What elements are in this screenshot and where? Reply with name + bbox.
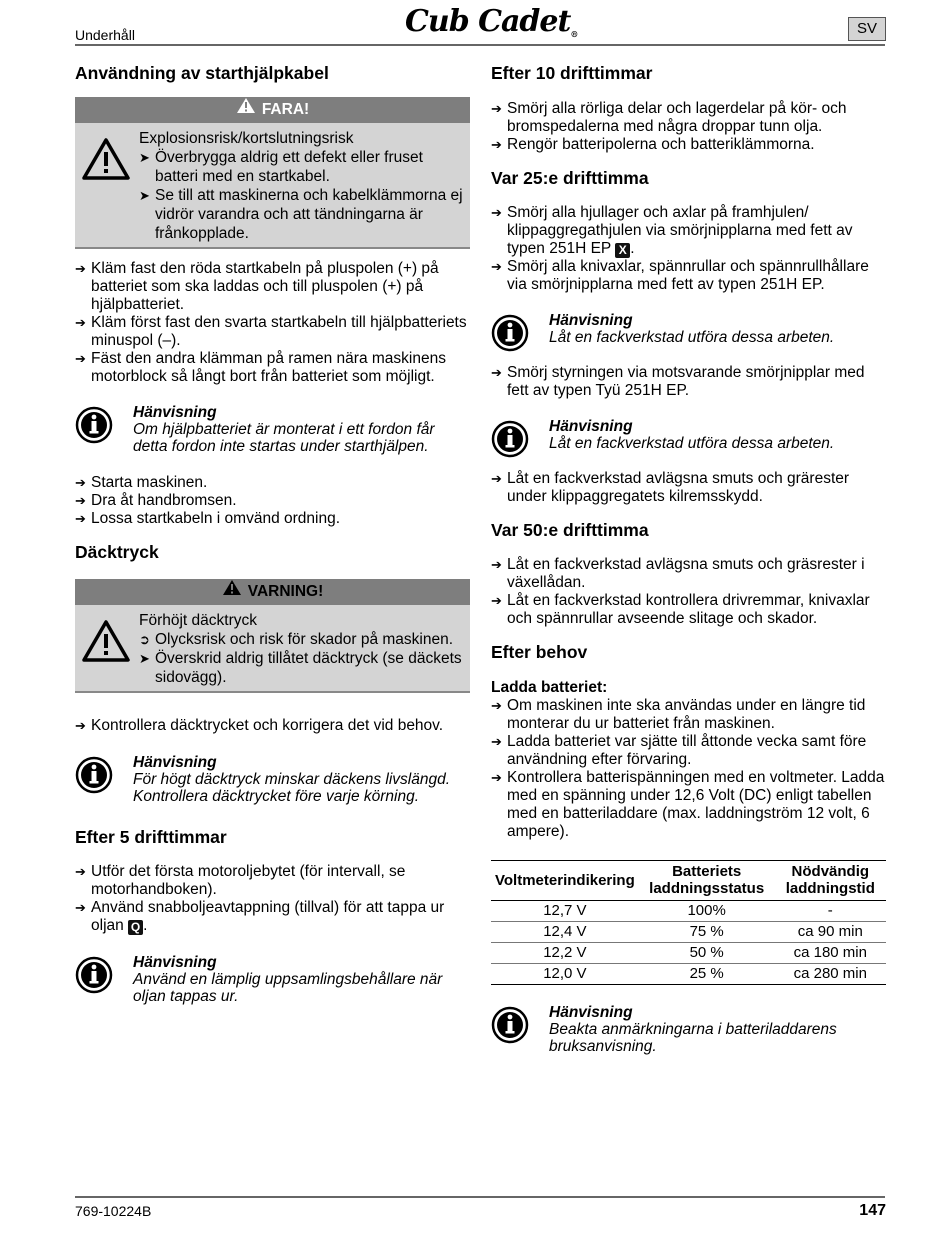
list-item: Smörj alla hjullager och axlar på framhjulen/ klippaggregathjulen via smörjnipplarna med fett av typen 251H EP	[507, 204, 853, 257]
warning-item: Olycksrisk och risk för skador på maskinen.	[155, 631, 454, 648]
section-title-jumpstart: Användning av starthjälpkabel	[75, 63, 329, 83]
section-title-after-5h: Efter 5 drifttimmar	[75, 827, 227, 847]
section-header: Underhåll	[75, 27, 135, 43]
note-text: Beakta anmärkningarna i batteriladdarens bruksanvisning.	[549, 1021, 837, 1055]
section-title-every-25h: Var 25:e drifttimma	[491, 168, 649, 188]
table-cell: 12,2 V	[491, 943, 639, 964]
note-text: Låt en fackverkstad utföra dessa arbeten.	[549, 435, 835, 452]
note-title: Hänvisning	[133, 404, 217, 421]
list-item: Smörj styrningen via motsvarande smörjnipplar med fett av typen Tyü 251H EP.	[507, 364, 865, 399]
section-title-after-10h: Efter 10 drifttimmar	[491, 63, 653, 83]
warning-intro: Förhöjt däcktryck	[139, 612, 258, 629]
list-item: Smörj alla knivaxlar, spännrullar och spännrullhållare via smörjnipplarna med fett av typen 251H EP.	[507, 258, 869, 293]
figure-ref-badge: Q	[128, 920, 143, 935]
warning-triangle-icon	[222, 579, 242, 605]
danger-item: Se till att maskinerna och kabelklämmorna ej vidrör varandra och att tändningarna är frånkopplade.	[155, 187, 463, 242]
note-text: För högt däcktryck minskar däckens livslängd. Kontrollera däcktrycket före varje körning.	[133, 771, 451, 805]
info-icon	[491, 420, 529, 462]
hazard-triangle-icon	[81, 619, 131, 668]
list-item: Fäst den andra klämman på ramen nära maskinens motorblock så långt bort från batteriet som möjligt.	[91, 350, 446, 385]
table-header: Voltmeterindikering	[491, 861, 639, 901]
table-cell: 12,4 V	[491, 922, 639, 943]
list-item: Kontrollera däcktrycket och korrigera det vid behov.	[91, 717, 444, 734]
list-item: Använd snabboljeavtappning (tillval) för att tappa ur oljan	[91, 899, 445, 934]
note-title: Hänvisning	[549, 1004, 633, 1021]
hazard-triangle-icon	[81, 137, 131, 186]
info-icon	[75, 956, 113, 998]
warning-label: VARNING!	[247, 583, 324, 601]
section-title-tyre-pressure: Däcktryck	[75, 542, 159, 562]
language-badge: SV	[848, 17, 886, 41]
subsection-title-charge-battery: Ladda batteriet:	[491, 679, 608, 696]
note-box	[491, 418, 886, 452]
table-cell: ca 180 min	[775, 943, 886, 964]
warning-item: Överskrid aldrig tillåtet däcktryck (se däckets sidovägg).	[155, 650, 462, 686]
page-number: 147	[859, 1202, 886, 1219]
brand-logo: Cub Cadet®	[405, 4, 578, 39]
list-item: Utför det första motoroljebytet (för intervall, se motorhandboken).	[91, 863, 406, 898]
section-title-every-50h: Var 50:e drifttimma	[491, 520, 649, 540]
list-item: Smörj alla rörliga delar och lagerdelar på kör- och bromspedalerna med några droppar tunn olja.	[507, 100, 847, 135]
list-item: Ladda batteriet var sjätte till åttonde vecka samt före användning efter förvaring.	[507, 733, 867, 768]
list-item: Starta maskinen.	[91, 474, 208, 491]
warning-box: VARNING! Förhöjt däcktryck ➲ Olycksrisk och risk för skador på maskinen. ➤ Överskrid aldrig tillåtet däcktryck (se däckets sidovägg).	[75, 579, 470, 693]
table-cell: -	[775, 901, 886, 922]
table-row	[491, 922, 886, 943]
danger-box: FARA! Explosionsrisk/kortslutningsrisk ➤ Överbrygga aldrig ett defekt eller fruset batteri med en startkabel. ➤ Se till att maskinerna och kabelklämmorna ej vidrör varandra och att tändningarna är frånkopplade.	[75, 97, 470, 249]
warning-bar	[75, 579, 470, 605]
danger-intro: Explosionsrisk/kortslutningsrisk	[139, 130, 354, 147]
table-cell: ca 280 min	[775, 964, 886, 985]
warning-triangle-icon	[236, 97, 256, 123]
info-icon	[75, 406, 113, 448]
document-number: 769-10224B	[75, 1203, 152, 1219]
table-header: Nödvändig laddningstid	[775, 861, 886, 901]
left-column: Användning av starthjälpkabel FARA! Explosionsrisk/kortslutningsrisk ➤ Överbrygga aldrig ett defekt eller fruset batteri med en startkabel. ➤ Se till att maskinerna och kabelklämmorna ej vidrör varandra och att tändningarna är frånkopplade. ➔ Kläm fast den röda startkabeln på pluspolen (+) på batteriet som ska laddas och till pluspolen (+) på hjälpbatteriet. ➔ Kläm först fast den svarta startkabeln till hjälpbatteriets minuspol (–). ➔ Fäst den andra klämman på ramen nära maskinens motorblock så långt bort från batteriet som möjligt. Hänvisning Om hjälpbatteriet är monterat i ett fordon får detta fordon inte startas under starthjälpen. ➔ Starta maskinen. ➔ Dra åt handbromsen. ➔ Lossa startkabeln i omvänd ordning. Däcktryck VARNING! Förhöjt däcktryck ➲ Olycksrisk och risk för skador på maskinen. ➤ Överskrid aldrig tillåtet däcktryck (se däckets sidovägg). ➔ Kontrollera däcktrycket och korrigera det vid behov. Hänvisning För högt däcktryck minskar däckens livslängd. Kontrollera däcktrycket före varje körning. Efter 5 drifttimmar ➔ Utför det första motoroljebytet (för intervall, se motorhandboken). ➔ Använd snabboljeavtappning (tillval) för att tappa ur oljan Q . Hänvisning Använd en lämplig uppsamlingsbehållare när oljan tappas ur.	[75, 62, 470, 1005]
table-cell: 100%	[639, 901, 775, 922]
list-item: Dra åt handbromsen.	[91, 492, 237, 509]
table-header: Batteriets laddningsstatus	[639, 861, 775, 901]
note-text: Om hjälpbatteriet är monterat i ett fordon får detta fordon inte startas under starthjälpen.	[133, 421, 435, 455]
table-row	[491, 901, 886, 922]
list-item: Om maskinen inte ska användas under en längre tid monterar du ur batteriet från maskinen.	[507, 697, 866, 732]
note-box	[491, 312, 886, 346]
right-column: Efter 10 drifttimmar ➔ Smörj alla rörliga delar och lagerdelar på kör- och bromspedalerna med några droppar tunn olja. ➔ Rengör batteripolerna och batteriklämmorna. Var 25:e drifttimma ➔ Smörj alla hjullager och axlar på framhjulen/ klippaggregathjulen via smörjnipplarna med fett av typen 251H EP X . ➔ Smörj alla knivaxlar, spännrullar och spännrullhållare via smörjnipplarna med fett av typen 251H EP. Hänvisning Låt en fackverkstad utföra dessa arbeten. ➔ Smörj styrningen via motsvarande smörjnipplar med fett av typen Tyü 251H EP. Hänvisning Låt en fackverkstad utföra dessa arbeten. ➔ Låt en fackverkstad avlägsna smuts och grärester under klippaggregatets kilremsskydd. Var 50:e drifttimma ➔ Låt en fackverkstad avlägsna smuts och gräsrester i växellådan. ➔ Låt en fackverkstad kontrollera drivremmar, knivaxlar och spännrullar avseende slitage och skador. Efter behov Ladda batteriet: ➔ Om maskinen inte ska användas under en längre tid monterar du ur batteriet från maskinen. ➔ Ladda batteriet var sjätte till åttonde vecka samt före användning efter förvaring. ➔ Kontrollera batterispänningen med en voltmeter. Ladda med en spänning under 12,6 Volt (DC) enligt tabellen med en batteriladdare (max. laddningström 12 volt, 6 ampere). Voltmeterindikering Batteriets laddningsstatus Nödvändig laddningstid 12,7 V 100% - 12,4 V 75 % ca 90 min 12,2 V 50 % ca 180 min 12,0 V 25 % ca 280 min Hänvisning Beakta anmärkningarna i batteriladdarens bruksanvisning.	[491, 63, 885, 1055]
note-title: Hänvisning	[133, 754, 217, 771]
danger-item: Överbrygga aldrig ett defekt eller fruset batteri med en startkabel.	[155, 149, 423, 185]
danger-label: FARA!	[261, 101, 310, 119]
info-icon	[491, 314, 529, 356]
note-box	[75, 954, 470, 1005]
footer-rule	[75, 1196, 885, 1198]
table-row	[491, 943, 886, 964]
figure-ref-badge: X	[615, 243, 630, 258]
table-cell: ca 90 min	[775, 922, 886, 943]
table-cell: 12,0 V	[491, 964, 639, 985]
note-box	[75, 754, 470, 805]
danger-bar	[75, 97, 470, 123]
note-title: Hänvisning	[549, 418, 633, 435]
note-box	[491, 1004, 886, 1055]
table-cell: 25 %	[639, 964, 775, 985]
list-item: Lossa startkabeln i omvänd ordning.	[91, 510, 341, 527]
table-cell: 75 %	[639, 922, 775, 943]
list-item: Kläm först fast den svarta startkabeln till hjälpbatteriets minuspol (–).	[91, 314, 467, 349]
note-title: Hänvisning	[133, 954, 217, 971]
table-row	[491, 964, 886, 985]
list-item: Rengör batteripolerna och batteriklämmorna.	[507, 136, 815, 153]
list-item: Låt en fackverkstad avlägsna smuts och grärester under klippaggregatets kilremsskydd.	[507, 470, 850, 505]
list-item: Låt en fackverkstad avlägsna smuts och gräsrester i växellådan.	[507, 556, 865, 591]
table-cell: 50 %	[639, 943, 775, 964]
battery-charge-table	[491, 860, 886, 985]
section-title-as-needed: Efter behov	[491, 642, 588, 662]
note-text: Använd en lämplig uppsamlingsbehållare när oljan tappas ur.	[133, 971, 443, 1005]
note-text: Låt en fackverkstad utföra dessa arbeten.	[549, 329, 835, 346]
note-title: Hänvisning	[549, 312, 633, 329]
note-box	[75, 404, 470, 455]
info-icon	[491, 1006, 529, 1048]
header-rule	[75, 44, 885, 46]
table-cell: 12,7 V	[491, 901, 639, 922]
list-item: Låt en fackverkstad kontrollera drivremmar, knivaxlar och spännrullar avseende slitage och skador.	[507, 592, 870, 627]
info-icon	[75, 756, 113, 798]
list-item: Kontrollera batterispänningen med en voltmeter. Ladda med en spänning under 12,6 Volt (DC) enligt tabellen med en batteriladdare (max. laddningström 12 volt, 6 ampere).	[507, 769, 885, 840]
list-item: Kläm fast den röda startkabeln på pluspolen (+) på batteriet som ska laddas och till pluspolen (+) på hjälpbatteriet.	[91, 260, 439, 313]
